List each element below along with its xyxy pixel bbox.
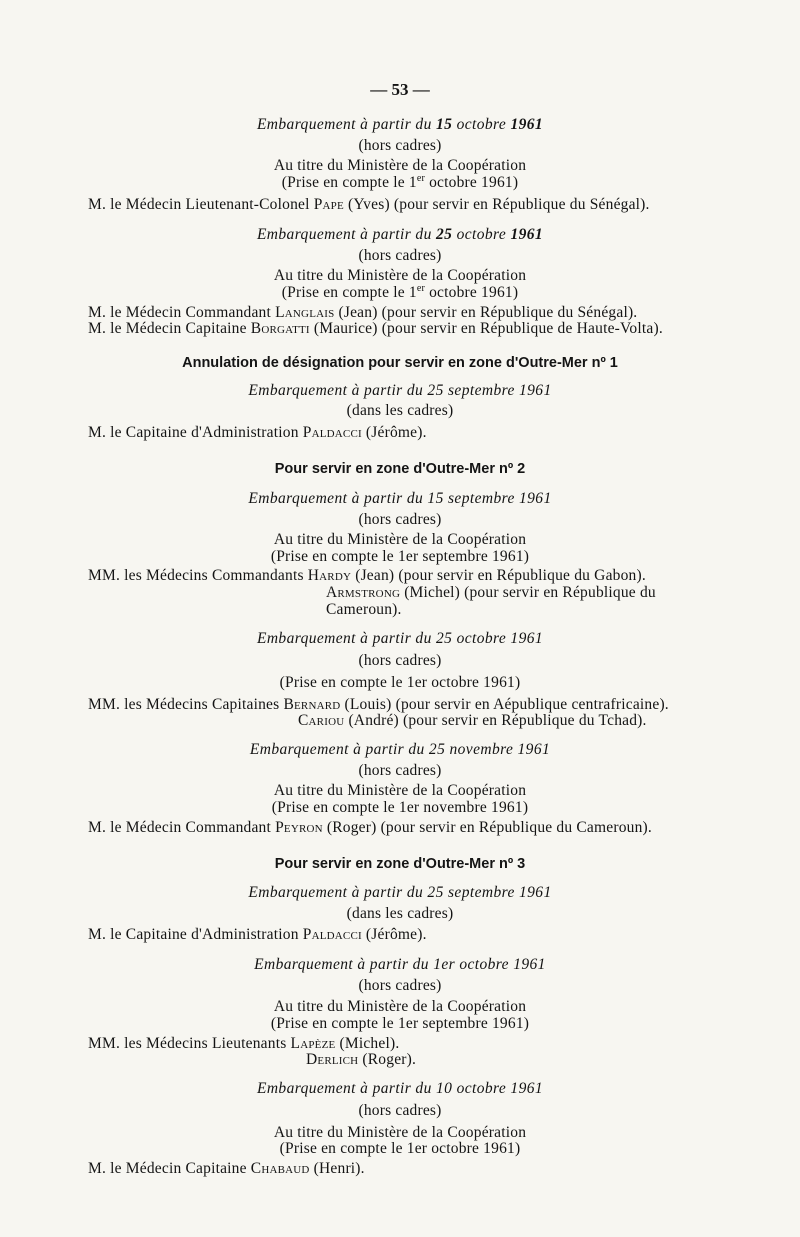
entry-suffix: (Michel). bbox=[335, 1035, 400, 1052]
entry-suffix: (Jean) (pour servir en République du Sénégal). bbox=[334, 304, 638, 321]
entry-suffix: (Jean) (pour servir en République du Gabon). bbox=[351, 567, 646, 584]
entry-name: Borgatti bbox=[250, 320, 310, 337]
status-line: (hors cadres) bbox=[358, 977, 442, 994]
entry-suffix: (Roger). bbox=[358, 1051, 417, 1068]
emb-date: 15 bbox=[436, 116, 453, 133]
entry-derlich bbox=[306, 1051, 416, 1069]
prise-b: octobre 1961) bbox=[425, 284, 519, 301]
entry-name: Pape bbox=[313, 196, 344, 213]
emb-year: 1961 bbox=[510, 116, 544, 133]
emb-month: octobre bbox=[452, 116, 511, 133]
entry-prefix: M. le Capitaine d'Administration bbox=[88, 424, 303, 441]
section-heading: Pour servir en zone d'Outre-Mer nº 3 bbox=[274, 856, 526, 872]
entry-prefix: M. le Capitaine d'Administration bbox=[88, 926, 303, 943]
prise-line: (Prise en compte le 1er septembre 1961) bbox=[270, 1015, 530, 1032]
entry-suffix: (Jérôme). bbox=[361, 926, 427, 943]
entry-borgatti bbox=[88, 320, 663, 338]
entry-prefix: MM. les Médecins Lieutenants bbox=[88, 1035, 291, 1052]
entry-name: Bernard bbox=[283, 696, 341, 713]
entry-armstrong bbox=[326, 584, 656, 602]
entry-name: Hardy bbox=[307, 567, 352, 584]
entry-peyron bbox=[88, 819, 652, 837]
emb-month: octobre bbox=[452, 226, 511, 243]
entry-prefix: M. le Médecin Lieutenant-Colonel bbox=[88, 196, 314, 213]
prise-line: (Prise en compte le 1er septembre 1961) bbox=[270, 548, 530, 565]
entry-name: Armstrong bbox=[326, 584, 401, 601]
entry-name: Cariou bbox=[298, 712, 345, 729]
section-heading: Annulation de désignation pour servir en zone d'Outre-Mer nº 1 bbox=[182, 355, 618, 371]
entry-pape bbox=[88, 196, 650, 214]
entry-paldacci bbox=[88, 424, 427, 442]
entry-name: Peyron bbox=[275, 819, 323, 836]
entry-suffix: (Michel) (pour servir en République du bbox=[400, 584, 656, 601]
status-line: (hors cadres) bbox=[358, 762, 442, 779]
entry-prefix: MM. les Médecins Commandants bbox=[88, 567, 308, 584]
entry-suffix: (Roger) (pour servir en République du Cameroun). bbox=[322, 819, 652, 836]
prise-a: (Prise en compte le 1 bbox=[281, 284, 417, 301]
entry-suffix: (Louis) (pour servir en Aépublique centrafricaine). bbox=[340, 696, 669, 713]
ministry-line: Au titre du Ministère de la Coopération bbox=[273, 998, 527, 1015]
entry-name: Langlais bbox=[275, 304, 335, 321]
entry-name: Paldacci bbox=[302, 424, 362, 441]
emb-text: Embarquement à partir du bbox=[256, 226, 436, 243]
status-line: (hors cadres) bbox=[358, 652, 442, 669]
embarkation-line: Embarquement à partir du 25 novembre 1961 bbox=[249, 741, 551, 758]
entry-hardy bbox=[88, 567, 646, 585]
emb-year: 1961 bbox=[510, 226, 544, 243]
entry-continuation: Cameroun). bbox=[326, 601, 402, 618]
ministry-line: Au titre du Ministère de la Coopération bbox=[273, 267, 527, 284]
entry-prefix: M. le Médecin Commandant bbox=[88, 304, 276, 321]
entry-name: Lapèze bbox=[290, 1035, 336, 1052]
prise-line: (Prise en compte le 1er octobre 1961) bbox=[279, 1140, 521, 1157]
prise-b: octobre 1961) bbox=[425, 174, 519, 191]
prise-sup: er bbox=[416, 172, 426, 184]
entry-suffix: (Yves) (pour servir en République du Sénégal). bbox=[343, 196, 650, 213]
entry-paldacci-2 bbox=[88, 926, 427, 944]
entry-prefix: MM. les Médecins Capitaines bbox=[88, 696, 284, 713]
entry-prefix: M. le Médecin Capitaine bbox=[88, 1160, 251, 1177]
prise-line: (Prise en compte le 1er novembre 1961) bbox=[271, 799, 529, 816]
status-line: (hors cadres) bbox=[358, 1102, 442, 1119]
embarkation-line bbox=[0, 116, 800, 134]
entry-suffix: (Jérôme). bbox=[361, 424, 427, 441]
prise-a: (Prise en compte le 1 bbox=[281, 174, 417, 191]
status-line: (dans les cadres) bbox=[346, 402, 454, 419]
page-number: — 53 — bbox=[370, 80, 430, 99]
status-line: (dans les cadres) bbox=[346, 905, 454, 922]
embarkation-line: Embarquement à partir du 1er octobre 1961 bbox=[254, 956, 546, 973]
entry-suffix: (Henri). bbox=[309, 1160, 365, 1177]
status-line: (hors cadres) bbox=[358, 511, 442, 528]
ministry-line: Au titre du Ministère de la Coopération bbox=[273, 782, 527, 799]
status-line: (hors cadres) bbox=[358, 137, 442, 154]
emb-text: Embarquement à partir du bbox=[256, 116, 436, 133]
prise-line bbox=[0, 284, 800, 302]
embarkation-line: Embarquement à partir du 25 septembre 1961 bbox=[248, 382, 552, 399]
ministry-line: Au titre du Ministère de la Coopération bbox=[273, 157, 527, 174]
entry-suffix: (André) (pour servir en République du Tchad). bbox=[344, 712, 647, 729]
prise-sup: er bbox=[416, 282, 426, 294]
prise-line: (Prise en compte le 1er octobre 1961) bbox=[279, 674, 521, 691]
entry-name: Chabaud bbox=[250, 1160, 310, 1177]
entry-cariou bbox=[298, 712, 647, 730]
section-heading: Pour servir en zone d'Outre-Mer nº 2 bbox=[274, 461, 526, 477]
embarkation-line: Embarquement à partir du 15 septembre 1961 bbox=[248, 490, 552, 507]
embarkation-line: Embarquement à partir du 10 octobre 1961 bbox=[256, 1080, 544, 1097]
embarkation-line bbox=[0, 226, 800, 244]
entry-suffix: (Maurice) (pour servir en République de Haute-Volta). bbox=[309, 320, 663, 337]
entry-prefix: M. le Médecin Commandant bbox=[88, 819, 276, 836]
prise-line bbox=[0, 174, 800, 192]
ministry-line: Au titre du Ministère de la Coopération bbox=[273, 531, 527, 548]
entry-name: Paldacci bbox=[302, 926, 362, 943]
entry-prefix: M. le Médecin Capitaine bbox=[88, 320, 251, 337]
status-line: (hors cadres) bbox=[358, 247, 442, 264]
ministry-line: Au titre du Ministère de la Coopération bbox=[273, 1124, 527, 1141]
embarkation-line: Embarquement à partir du 25 septembre 1961 bbox=[248, 884, 552, 901]
entry-name: Derlich bbox=[306, 1051, 359, 1068]
emb-date: 25 bbox=[436, 226, 453, 243]
entry-chabaud bbox=[88, 1160, 365, 1178]
embarkation-line: Embarquement à partir du 25 octobre 1961 bbox=[256, 630, 544, 647]
